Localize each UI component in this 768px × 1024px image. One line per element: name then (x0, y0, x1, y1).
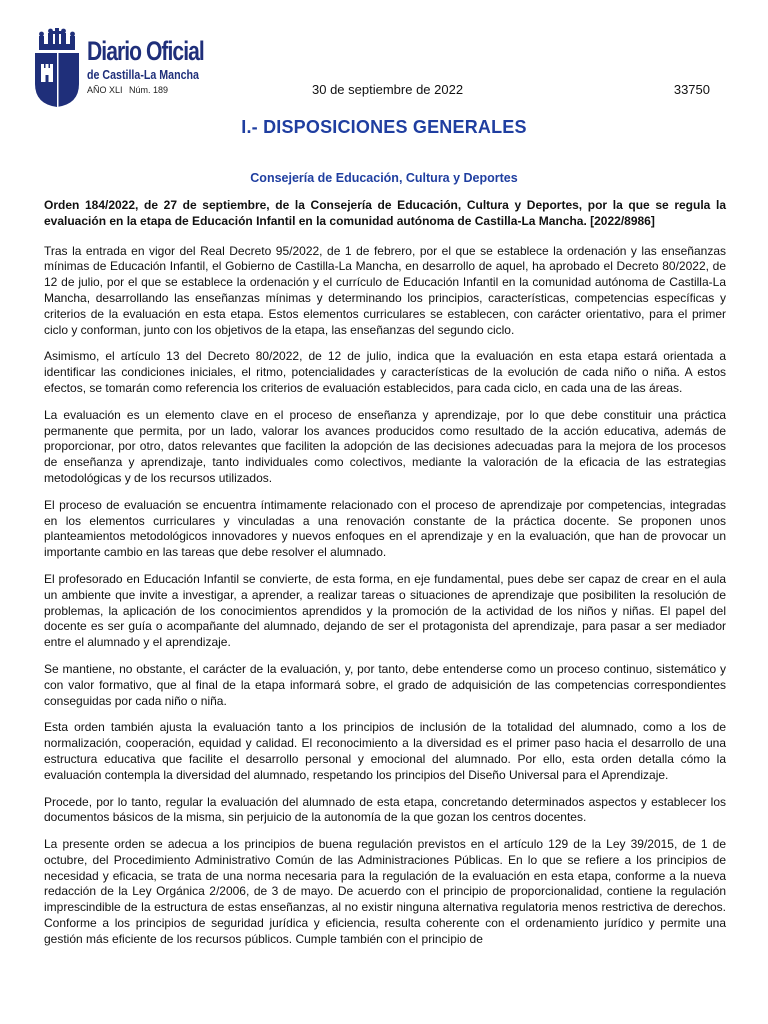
paragraph: El proceso de evaluación se encuentra íntimamente relacionado con el proceso de aprendizaje por competencias, integradas en los elementos curriculares y vinculadas a una renovación constante de la práctica docente. Se proponen unos planteamientos metodológicos innovadores y nuevos enfoques en el aprendizaje y en la evaluación, que han de provocar un importante cambio en las tareas que debe resolver el alumnado. (44, 497, 726, 560)
paragraph: La presente orden se adecua a los principios de buena regulación previstos en el artículo 129 de la Ley 39/2015, de 1 de octubre, del Procedimiento Administrativo Común de las Administraciones Públicas. En lo que se refiere a los principios de necesidad y eficacia, se trata de una norma necesaria para la regulación de la evaluación en esta etapa, conforme a la nueva redacción de la Ley Orgánica 2/2006, de 3 de mayo. De acuerdo con el principio de proporcionalidad, contiene la regulación imprescindible de la estructura de estas enseñanzas, al no existir ninguna alternativa regulatoria menos restrictiva de derechos. Conforme a los principios de seguridad jurídica y eficiencia, resulta coherente con el ordenamiento jurídico y permite una gestión más eficiente de los recursos públicos. Cumple también con el principio de (44, 837, 726, 946)
paragraph: Asimismo, el artículo 13 del Decreto 80/2022, de 12 de julio, indica que la evaluación en esta etapa estará orientada a identificar las condiciones iniciales, el ritmo, potencialidades y características de la evolución de cada niño o niña. A estos efectos, se tomarán como referencia los criterios de evaluación establecidos, para cada ciclo, en cada una de las áreas. (44, 349, 726, 395)
section-title: I.- DISPOSICIONES GENERALES (241, 117, 527, 137)
gazette-title: Diario Oficial (87, 36, 204, 66)
order-title: Orden 184/2022, de 27 de septiembre, de la Consejería de Educación, Cultura y Deportes, por la que se regula la evaluación en la etapa de Educación Infantil en la comunidad autónoma de Castilla-La Mancha. [2022/8986] (44, 198, 726, 228)
paragraph: La evaluación es un elemento clave en el proceso de enseñanza y aprendizaje, por lo que debe constituir una práctica permanente que permita, por un lado, valorar los avances producidos como resultado de la acción educativa, además de proporcionar, por otro, datos relevantes que faciliten la adopción de las decisiones adecuadas para la mejora de los procesos de enseñanza y aprendizaje, tanto individuales como colectivos, mediante la valoración de la eficacia de las estrategias metodológicas y de los recursos utilizados. (44, 407, 726, 485)
publication-date: 30 de septiembre de 2022 (312, 82, 464, 97)
page-number: 33750 (673, 82, 710, 97)
paragraph: Tras la entrada en vigor del Real Decreto 95/2022, de 1 de febrero, por el que se establece la ordenación y las enseñanzas mínimas de Educación Infantil, el Gobierno de Castilla-La Mancha, en desarrollo de aquel, ha aprobado el Decreto 80/2022, de 12 de julio, por el que se establece la ordenación y el currículo de Educación Infantil en la comunidad autónoma de Castilla-La Mancha, desarrollando las enseñanzas mínimas y determinando los principios, características, competencias específicas y criterios de la evaluación en esta etapa. Estos elementos curriculares se establecen, con carácter orientativo, para el primer ciclo y conforman, junto con los objetivos de la etapa, las enseñanzas del segundo ciclo. (44, 243, 726, 337)
paragraph: El profesorado en Educación Infantil se convierte, de esta forma, en eje fundamental, pues debe ser capaz de crear en el aula un ambiente que invite a investigar, a aprender, a realizar tareas o situaciones de aprendizaje que posibiliten la resolución de problemas, la aplicación de los conocimientos aprendidos y la promoción de la actividad de los niños y niñas. El papel del docente es ser guía o acompañante del alumnado, dejando de ser el protagonista del aprendizaje, para pasar a ser mediador entre el alumnado y el aprendizaje. (44, 571, 726, 650)
paragraph: Se mantiene, no obstante, el carácter de la evaluación, y, por tanto, debe entenderse como un proceso continuo, sistemático y con valor formativo, que al final de la etapa informará sobre, el grado de adquisición de las competencias correspondientes conseguidas por cada niño o niña. (44, 661, 726, 708)
paragraph: Procede, por lo tanto, regular la evaluación del alumnado de esta etapa, concretando determinados aspectos y establecer los documentos básicos de la misma, sin perjuicio de la autonomía de la que gozan los centros docentes. (44, 794, 726, 825)
issue-info (87, 85, 172, 95)
department-name: Consejería de Educación, Cultura y Deportes (250, 171, 518, 185)
paragraph: Esta orden también ajusta la evaluación tanto a los principios de inclusión de la totalidad del alumnado, como a los de normalización, cooperación, equidad y calidad. El reconocimiento a la diversidad es el primer paso hacia el desarrollo de una estructura educativa que facilite el desarrollo personal y emocional del alumnado. Por ello, esta orden detalla cómo la evaluación contempla la diversidad del alumnado, respetando los principios del Diseño Universal para el Aprendizaje. (44, 720, 726, 782)
castilla-la-mancha-crest-icon (33, 26, 81, 108)
page-header (0, 0, 768, 110)
issue-number: Núm. 189 (129, 85, 169, 95)
year-label: AÑO XLI (87, 85, 123, 95)
document-body (44, 198, 726, 959)
gazette-subtitle: de Castilla-La Mancha (87, 67, 199, 82)
